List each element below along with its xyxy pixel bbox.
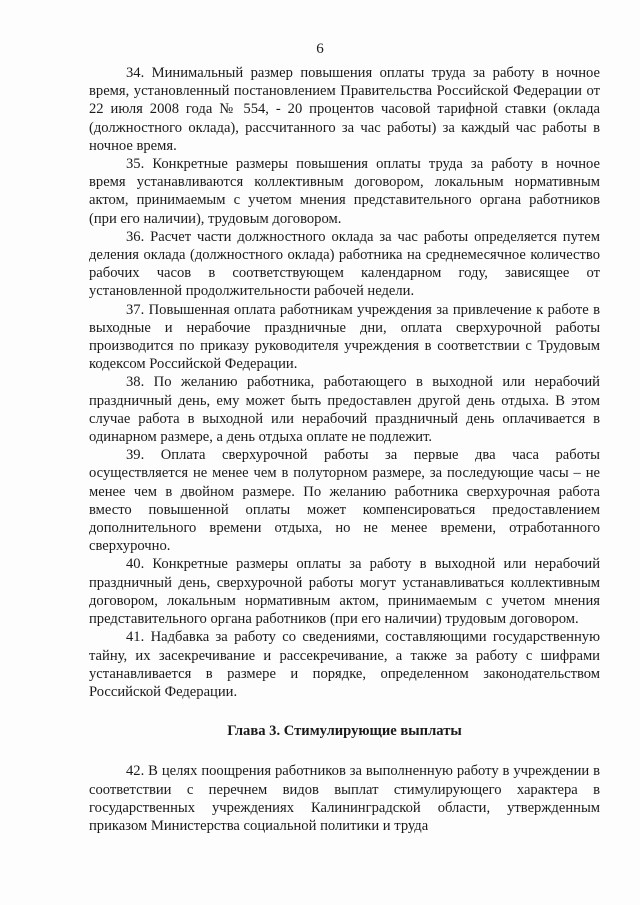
paragraph-40: 40. Конкретные размеры оплаты за работу в выходной или нерабочий праздничный день, сверхурочной работы могут устанавливаться коллективным договором, локальным нормативным актом, принимаемым с учетом мнения представительного органа работников (при его наличии) трудовым договором. (89, 556, 600, 628)
paragraph-36: 36. Расчет части должностного оклада за час работы определяется путем деления оклада (должностного оклада) работника на среднемесячное количество рабочих часов в соответствующем календарном году, зависящее от установленной продолжительности рабочей недели. (89, 228, 600, 300)
document-body (89, 64, 600, 835)
paragraph-38: 38. По желанию работника, работающего в выходной или нерабочий праздничный день, ему может быть предоставлен другой день отдыха. В этом случае работа в выходной или нерабочий праздничный день оплачивается в одинарном размере, а день отдыха оплате не подлежит. (89, 374, 600, 446)
paragraph-35: 35. Конкретные размеры повышения оплаты труда за работу в ночное время устанавливаются коллективным договором, локальным нормативным актом, принимаемым с учетом мнения представительного органа работников (при его наличии), трудовым договором. (89, 156, 600, 227)
chapter-heading: Глава 3. Стимулирующие выплаты (227, 723, 462, 740)
paragraph-41: 41. Надбавка за работу со сведениями, составляющими государственную тайну, их засекречивание и рассекречивание, а также за работу с шифрами устанавливается в размере и порядке, определенном законодательством Российской Федерации. (89, 629, 600, 700)
paragraph-42: 42. В целях поощрения работников за выполненную работу в учреждении в соответствии с перечнем видов выплат стимулирующего характера в государственных учреждениях Калининградской области, утвержденным приказом Министерства социальной политики и труда (89, 763, 600, 834)
paragraph-39: 39. Оплата сверхурочной работы за первые два часа работы осуществляется не менее чем в полуторном размере, за последующие часы – не менее чем в двойном размере. По желанию работника сверхурочная работа вместо повышенной оплаты может компенсироваться предоставлением дополнительного времени отдыха, но не менее времени, отработанного сверхурочно. (89, 447, 600, 555)
paragraph-37: 37. Повышенная оплата работникам учреждения за привлечение к работе в выходные и нерабочие праздничные дни, оплата сверхурочной работы производится по приказу руководителя учреждения в соответствии с Трудовым кодексом Российской Федерации. (89, 301, 600, 373)
page-number: 6 (316, 41, 324, 57)
paragraph-34: 34. Минимальный размер повышения оплаты труда за работу в ночное время, установленный постановлением Правительства Российской Федерации от 22 июля 2008 года № 554, - 20 процентов часовой тарифной ставки (оклада (должностного оклада), рассчитанного за час работы) за каждый час работы в ночное время. (89, 65, 600, 154)
